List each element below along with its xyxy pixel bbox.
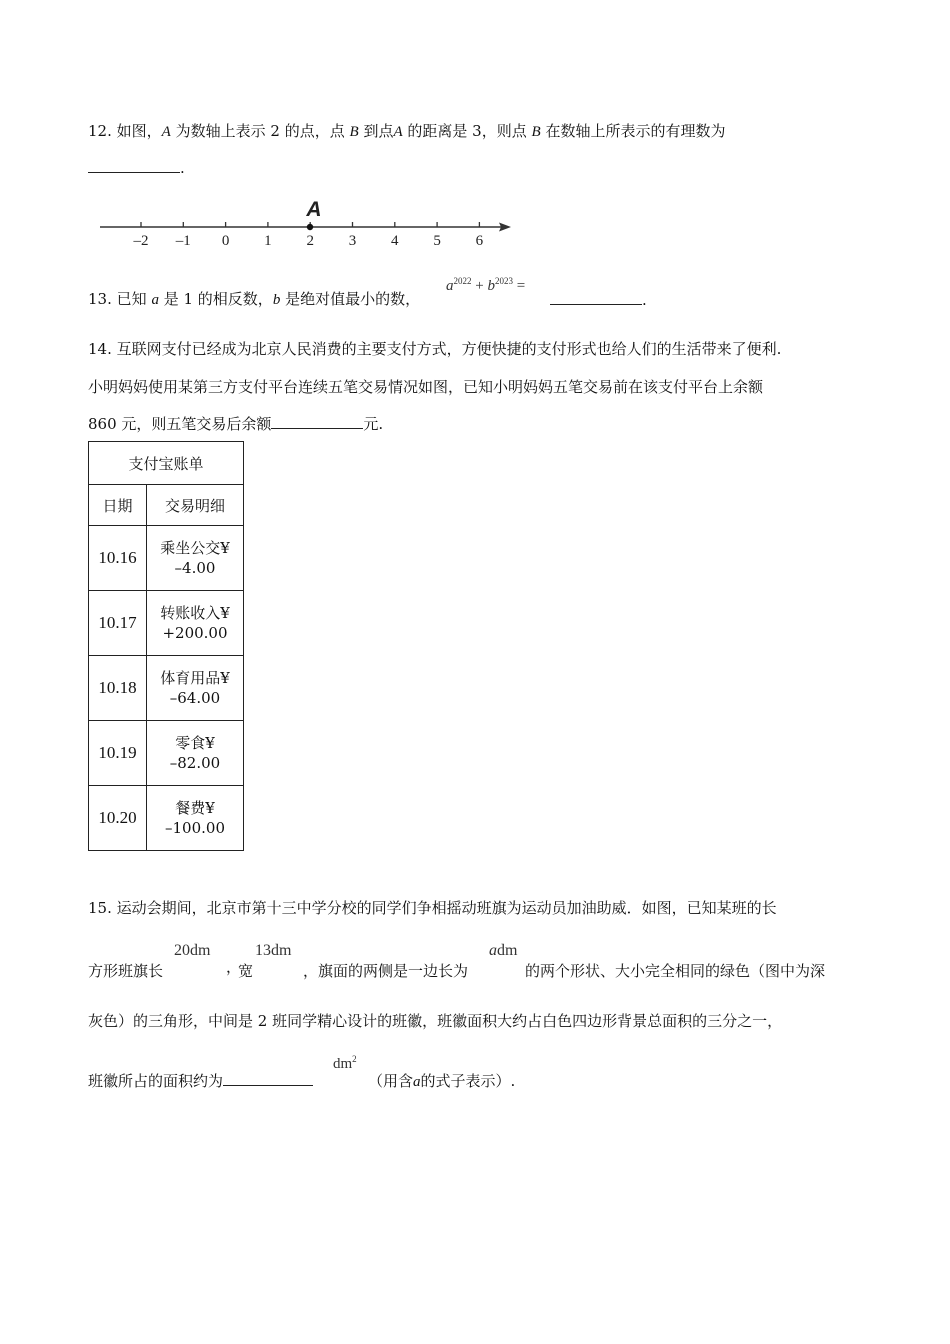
q12-var-a2: A <box>393 124 403 140</box>
q15-area-unit-text: dm <box>333 1056 353 1072</box>
q15-line2-text-b: 宽 <box>238 962 254 980</box>
number-line-tick-label: 1 <box>264 233 272 249</box>
q12-line1 <box>88 120 725 141</box>
q15-line4-text-d: 的式子表示）. <box>420 1072 516 1090</box>
q13-expr-b: b <box>487 278 495 294</box>
q12-var-b: B <box>349 124 359 140</box>
number-line-tick-label: 6 <box>475 233 484 249</box>
q15-length: 20dm <box>174 942 211 959</box>
bill-amount: –100.00 <box>165 819 225 837</box>
q14-text-3b: 元. <box>363 415 384 433</box>
table-row <box>89 656 244 721</box>
q15-text-1: 运动会期间，北京市第十三中学分校的同学们争相摇动班旗为运动员加油助威．如图，已知某班的长 <box>116 899 777 917</box>
q13-expr-exp-b: 2023 <box>494 276 513 286</box>
bill-item: 餐费¥ <box>175 799 215 817</box>
q14-text-3a: 860 元，则五笔交易后余额 <box>88 415 272 433</box>
number-line-tick-label: 0 <box>221 233 230 249</box>
q13-line <box>88 288 420 309</box>
bill-date: 10.20 <box>89 786 147 851</box>
number-line-tick-label: –1 <box>175 233 191 249</box>
q12-var-a: A <box>161 124 171 140</box>
q14-line3 <box>88 413 383 434</box>
q13-expression <box>446 276 525 295</box>
bill-item: 乘坐公交¥ <box>160 539 230 557</box>
q13-expr-exp-a: 2022 <box>453 276 472 286</box>
table-row <box>89 591 244 656</box>
q15-side-var: a <box>489 942 497 959</box>
q14-text-1: 互联网支付已经成为北京人民消费的主要支付方式，方便快捷的支付形式也给人们的生活带来了便利. <box>116 340 782 358</box>
table-row <box>89 526 244 591</box>
q13-end: . <box>642 291 647 309</box>
q13-expr-plus: + <box>475 278 484 294</box>
bill-date: 10.16 <box>89 526 147 591</box>
q13-answer-blank[interactable] <box>550 290 642 305</box>
bill-item: 体育用品¥ <box>160 669 230 687</box>
bill-item: 转账收入¥ <box>160 604 230 622</box>
q15-area-exp: 2 <box>352 1054 357 1064</box>
table-row <box>89 721 244 786</box>
q12-number: 12. <box>88 122 112 140</box>
bill-table <box>88 441 244 851</box>
bill-date: 10.17 <box>89 591 147 656</box>
q13-number: 13. <box>88 290 112 308</box>
q14-line1 <box>88 338 781 359</box>
bill-title: 支付宝账单 <box>89 442 244 485</box>
q15-line3: 灰色）的三角形，中间是 2 班同学精心设计的班徽，班徽面积大约占白色四边形背景总面积的三分之一， <box>88 1012 783 1030</box>
number-line-tick-label: –2 <box>133 233 149 249</box>
q12-text-1: 如图， <box>116 122 162 140</box>
number-line-tick-label: 5 <box>433 233 441 249</box>
q12-answer-line <box>88 158 185 177</box>
number-line-tick-label: 3 <box>348 233 357 249</box>
number-line-tick-label: 4 <box>391 233 399 249</box>
table-row <box>89 786 244 851</box>
q15-line1 <box>88 897 777 918</box>
bill-header-detail: 交易明细 <box>147 485 244 526</box>
q15-line4-tail <box>368 1070 515 1091</box>
q15-line2-text-a: 方形班旗长 <box>88 962 164 980</box>
q12-answer-blank[interactable] <box>88 158 180 173</box>
q13-expr-a: a <box>446 278 454 294</box>
bill-amount: –82.00 <box>169 754 221 772</box>
number-line-point-a <box>307 224 313 230</box>
bill-detail <box>147 786 244 851</box>
q15-width: 13dm <box>255 942 292 959</box>
q15-area-unit <box>333 1054 357 1073</box>
q13-var-a: a <box>151 292 159 308</box>
bill-item: 零食¥ <box>175 734 215 752</box>
bill-detail <box>147 526 244 591</box>
q12-text-2: 为数轴上表示 2 的点，点 <box>175 122 345 140</box>
bill-date: 10.19 <box>89 721 147 786</box>
bill-detail <box>147 591 244 656</box>
bill-detail <box>147 721 244 786</box>
q12-text-4: 的距离是 3，则点 <box>407 122 527 140</box>
q13-text-1: 已知 <box>116 290 147 308</box>
number-line-point-a-label: A <box>306 198 322 221</box>
q12-var-b2: B <box>531 124 541 140</box>
q12-end: . <box>180 159 185 177</box>
q15-line4-text-b: （用含 <box>368 1072 414 1090</box>
q13-text-3: 是绝对值最小的数， <box>285 290 421 308</box>
bill-date: 10.18 <box>89 656 147 721</box>
bill-header-date: 日期 <box>89 485 147 526</box>
q13-var-b: b <box>272 292 281 308</box>
q14-line2: 小明妈妈使用某第三方支付平台连续五笔交易情况如图，已知小明妈妈五笔交易前在该支付平台上余额 <box>88 378 764 396</box>
q15-line2-text-d: 的两个形状、大小完全相同的绿色（图中为深 <box>525 962 826 980</box>
q15-answer-blank[interactable] <box>223 1071 313 1086</box>
q15-comma: ， <box>226 958 242 976</box>
q12-text-3: 到点 <box>363 122 394 140</box>
q13-answer <box>550 290 647 309</box>
q15-side-unit: dm <box>497 942 518 959</box>
q12-text-5: 在数轴上所表示的有理数为 <box>545 122 726 140</box>
q15-line2-text-c: ，旗面的两侧是一边长为 <box>303 962 469 980</box>
bill-amount: +200.00 <box>162 624 228 642</box>
q13-text-2: 是 1 的相反数， <box>163 290 273 308</box>
q15-line4 <box>88 1070 313 1091</box>
q15-number: 15. <box>88 899 112 917</box>
bill-detail <box>147 656 244 721</box>
bill-amount: –4.00 <box>174 559 216 577</box>
q15-var-a: a <box>413 1074 421 1090</box>
number-line-tick-label: 2 <box>306 233 314 249</box>
q15-side <box>489 942 517 960</box>
q14-number: 14. <box>88 340 112 358</box>
number-line-figure <box>95 196 525 252</box>
q14-answer-blank[interactable] <box>271 414 363 429</box>
q13-expr-eq: = <box>516 278 526 294</box>
q15-line4-text-a: 班徽所占的面积约为 <box>88 1072 224 1090</box>
bill-amount: –64.00 <box>169 689 221 707</box>
